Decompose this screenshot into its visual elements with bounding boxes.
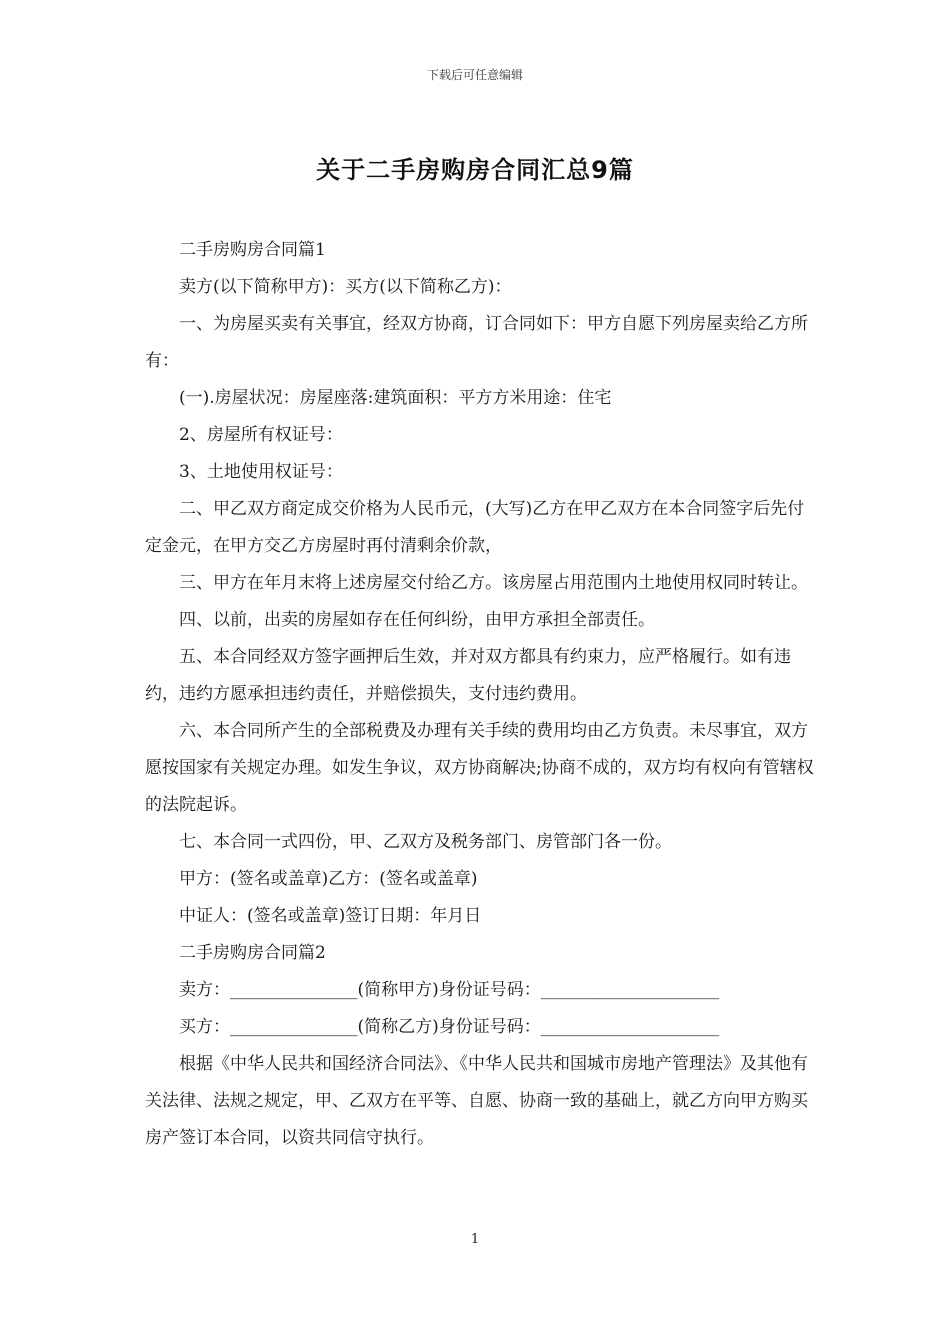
- document-body: [145, 232, 817, 1157]
- clause-3: 三、甲方在年月末将上述房屋交付给乙方。该房屋占用范围内土地使用权同时转让。: [179, 573, 808, 593]
- page-number: 1: [470, 1232, 480, 1247]
- buyer-line: 买方：_______________(简称乙方)身份证号码：_____________________: [179, 1017, 720, 1037]
- clause-2: 二、甲乙双方商定成交价格为人民币元，(大写)乙方在甲乙双方在本合同签字后先付定金元，在甲方交乙方房屋时再付清剩余价款，: [145, 499, 805, 556]
- document-title: 关于二手房购房合同汇总9篇: [316, 156, 634, 184]
- section-heading-2: 二手房购房合同篇2: [179, 943, 326, 963]
- section-heading-1: 二手房购房合同篇1: [179, 240, 326, 260]
- clause-6: 六、本合同所产生的全部税费及办理有关手续的费用均由乙方负责。未尽事宜，双方愿按国家有关规定办理。如发生争议，双方协商解决;协商不成的，双方均有权向有管辖权的法院起诉。: [145, 721, 814, 815]
- clause-1: 一、为房屋买卖有关事宜，经双方协商，订合同如下：甲方自愿下列房屋卖给乙方所有：: [145, 314, 808, 371]
- header-note: 下载后可任意编辑: [426, 68, 523, 82]
- clause-7: 七、本合同一式四份，甲、乙双方及税务部门、房管部门各一份。: [179, 832, 672, 852]
- legal-basis: 根据《中华人民共和国经济合同法》、《中华人民共和国城市房地产管理法》及其他有关法律、法规之规定，甲、乙双方在平等、自愿、协商一致的基础上，就乙方向甲方购买房产签订本合同，以资共同信守执行。: [145, 1054, 808, 1148]
- ownership-cert: 2、房屋所有权证号：: [179, 425, 343, 445]
- clause-4: 四、以前，出卖的房屋如存在任何纠纷，由甲方承担全部责任。: [179, 610, 655, 630]
- clause-5: 五、本合同经双方签字画押后生效，并对双方都具有约束力，应严格履行。如有违约，违约方愿承担违约责任，并赔偿损失，支付违约费用。: [145, 647, 791, 704]
- signature-line-witness: 中证人：(签名或盖章)签订日期：年月日: [179, 906, 482, 926]
- seller-line: 卖方：_______________(简称甲方)身份证号码：_____________________: [179, 980, 720, 1000]
- parties-line: 卖方(以下简称甲方)：买方(以下简称乙方)：: [179, 277, 512, 297]
- land-use-cert: 3、土地使用权证号：: [179, 462, 343, 482]
- signature-line-parties: 甲方：(签名或盖章)乙方：(签名或盖章): [179, 869, 478, 889]
- house-status: (一).房屋状况：房屋座落:建筑面积：平方方米用途：住宅: [179, 388, 612, 408]
